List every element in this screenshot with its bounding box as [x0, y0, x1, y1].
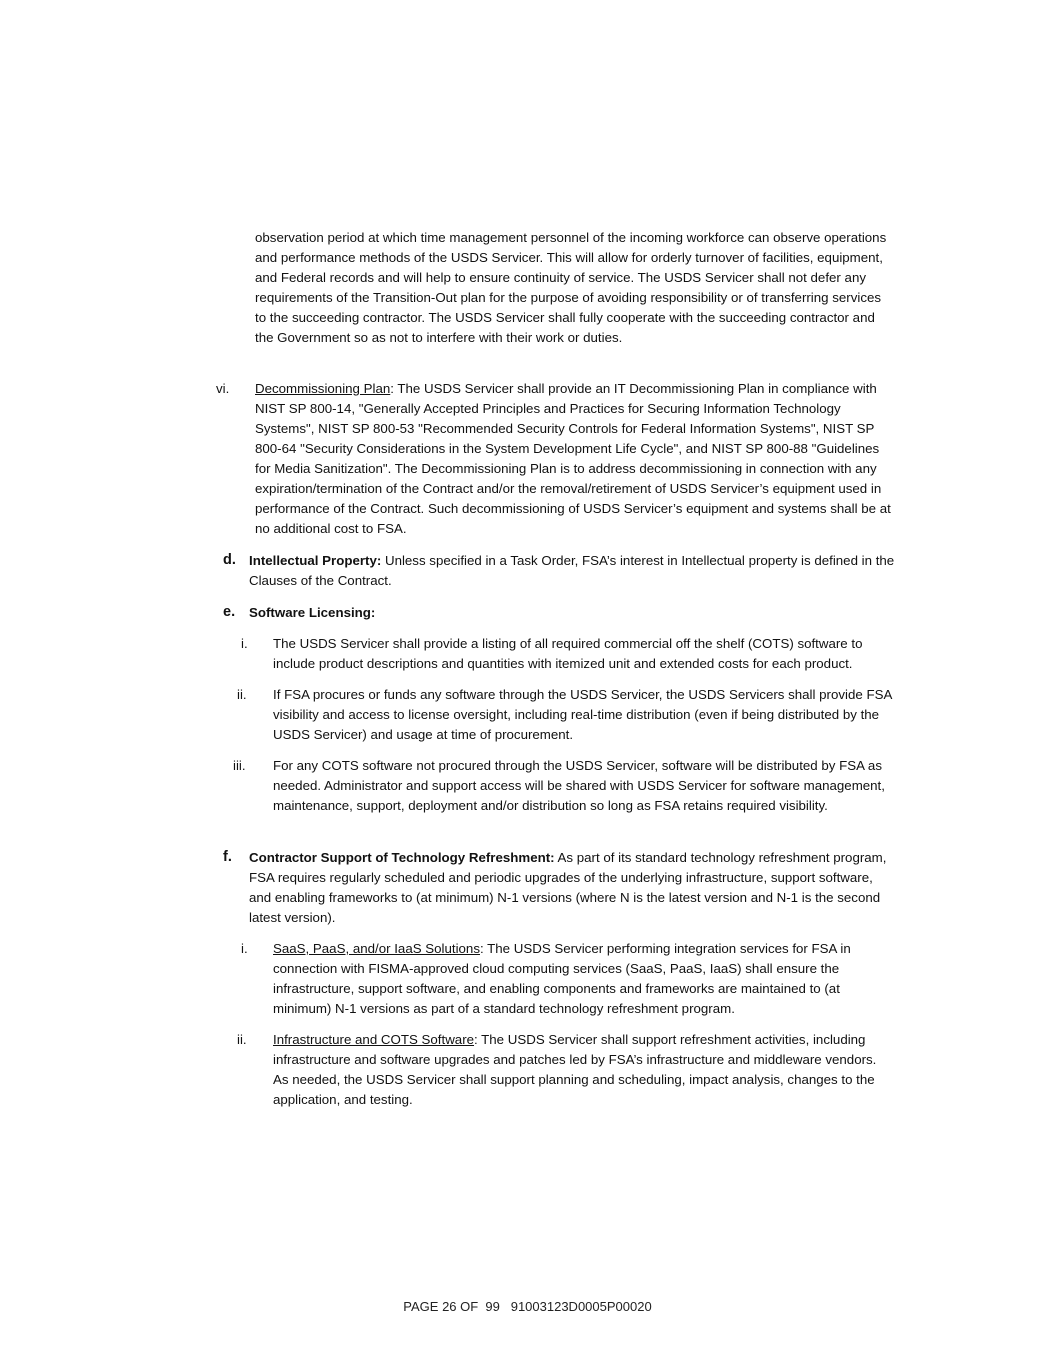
infrastructure-cots-paragraph [273, 1030, 891, 1110]
intellectual-property-text: Unless specified in a Task Order, FSA’s interest in Intellectual property is defined in the Clauses of the Contract. [249, 553, 895, 588]
saas-paas-iaas-title: SaaS, PaaS, and/or IaaS Solutions [273, 941, 480, 956]
item-number-f-i: i. [241, 941, 248, 956]
software-licensing-title: Software Licensing: [249, 605, 376, 620]
item-number-f-ii: ii. [237, 1032, 247, 1047]
software-licensing-item-2-text: If FSA procures or funds any software through the USDS Servicer, the USDS Servicers shall provide FSA visibility and access to license oversight, including real-time distribution (even if being distributed by the USDS Servicer) and usage at time of procurement. [273, 687, 892, 742]
continuation-paragraph [255, 228, 895, 348]
page-footer: PAGE 26 OF 99 91003123D0005P00020 [403, 1299, 652, 1314]
decommissioning-plan-title: Decommissioning Plan [255, 381, 391, 396]
decommissioning-plan-text: : The USDS Servicer shall provide an IT Decommissioning Plan in compliance with NIST SP 800-14, "Generally Accepted Principles and Practices for Securing Information Technology Systems", NIST SP 800-53 "Recommended Security Controls for Federal Information Systems", NIST SP 800-64 "Security Considerations in the System Development Life Cycle", and NIST SP 800-88 "Guidelines for Media Sanitization". The Decommissioning Plan is to address decommissioning in connection with any expiration/termination of the Contract and/or the removal/retirement of USDS Servicer’s equipment used in performance of the Contract. Such decommissioning of USDS Servicer’s equipment and systems shall be at no additional cost to FSA. [255, 381, 891, 536]
item-number-vi: vi. [216, 381, 230, 396]
continuation-text: observation period at which time management personnel of the incoming workforce can observe operations and performance methods of the USDS Servicer. This will allow for orderly turnover of facilities, equipment, and Federal records and will help to ensure continuity of service. The USDS Servicer shall not defer any requirements of the Transition-Out plan for the purpose of avoiding responsibility or of transferring services to the succeeding contractor. The USDS Servicer shall fully cooperate with the succeeding contractor and the Government so as not to interfere with their work or duties. [255, 230, 887, 345]
software-licensing-item-1 [273, 634, 903, 674]
item-number-e-iii: iii. [233, 758, 246, 773]
section-letter-f: f. [223, 849, 232, 865]
saas-paas-iaas-text: : The USDS Servicer performing integration services for FSA in connection with FISMA-approved cloud computing services (SaaS, PaaS, IaaS) shall ensure the infrastructure, support software, and enabling components and frameworks are maintained to (at minimum) N-1 versions as part of a standard technology refreshment program. [273, 941, 851, 1016]
decommissioning-plan-paragraph [255, 379, 897, 539]
infrastructure-cots-title: Infrastructure and COTS Software [273, 1032, 475, 1047]
item-number-e-i: i. [241, 636, 248, 651]
technology-refreshment-paragraph [249, 848, 892, 928]
software-licensing-item-3-text: For any COTS software not procured through the USDS Servicer, software will be distributed by FSA as needed. Administrator and support access will be shared with USDS Servicer for software management, maintenance, support, deployment and/or distribution so long as FSA retains required visibility. [273, 758, 885, 813]
section-letter-e: e. [223, 604, 236, 620]
software-licensing-item-1-text: The USDS Servicer shall provide a listing of all required commercial off the shelf (COTS) software to include product descriptions and quantities with itemized unit and extended costs for each product. [273, 636, 863, 671]
infrastructure-cots-text: : The USDS Servicer shall support refreshment activities, including infrastructure and software upgrades and patches led by FSA’s infrastructure and middleware vendors. As needed, the USDS Servicer shall support planning and scheduling, impact analysis, changes to the application, and testing. [273, 1032, 877, 1107]
item-number-e-ii: ii. [237, 687, 247, 702]
section-letter-d: d. [223, 552, 236, 568]
technology-refreshment-text: As part of its standard technology refreshment program, FSA requires regularly scheduled and periodic upgrades of the underlying infrastructure, support software, and enabling frameworks to (at minimum) N-1 versions (where N is the latest version and N-1 is the second latest version). [249, 850, 887, 925]
software-licensing-heading [249, 603, 901, 623]
software-licensing-item-2 [273, 685, 903, 745]
intellectual-property-title: Intellectual Property: [249, 553, 382, 568]
saas-paas-iaas-paragraph [273, 939, 888, 1019]
intellectual-property-paragraph [249, 551, 901, 591]
software-licensing-item-3 [273, 756, 898, 816]
technology-refreshment-title: Contractor Support of Technology Refreshment: [249, 850, 555, 865]
